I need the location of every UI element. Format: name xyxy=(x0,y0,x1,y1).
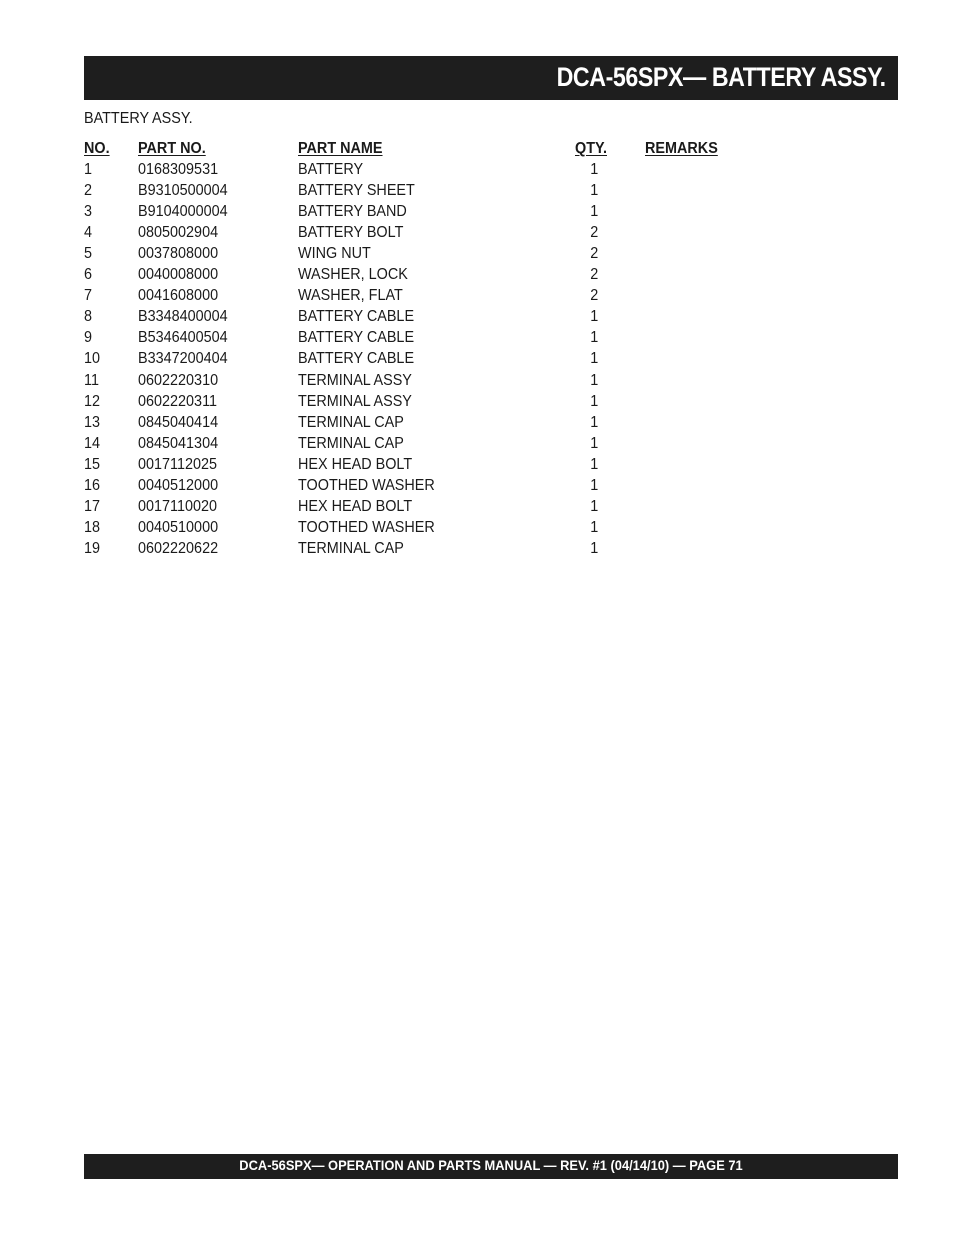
table-header-row xyxy=(84,138,784,159)
cell-qty: 1 xyxy=(590,539,599,557)
cell-part-no: B9104000004 xyxy=(138,203,228,221)
cell-part-name: TERMINAL CAP xyxy=(298,434,404,452)
cell-qty: 2 xyxy=(590,287,599,305)
cell-qty: 1 xyxy=(590,329,599,347)
cell-no: 9 xyxy=(84,329,93,347)
cell-part-no: 0602220622 xyxy=(138,539,219,557)
cell-qty: 1 xyxy=(590,203,599,221)
parts-table xyxy=(84,138,784,559)
cell-no: 3 xyxy=(84,203,93,221)
table-row xyxy=(84,159,784,180)
cell-part-name: WING NUT xyxy=(298,245,371,263)
cell-part-no: 0845040414 xyxy=(138,413,219,431)
cell-no: 19 xyxy=(84,539,101,557)
footer-text: DCA-56SPX— OPERATION AND PARTS MANUAL — REV. #1 (04/14/10) — PAGE 71 xyxy=(239,1157,743,1173)
cell-qty: 2 xyxy=(590,245,599,263)
cell-part-no: 0017112025 xyxy=(138,455,218,473)
cell-no: 2 xyxy=(84,182,93,200)
cell-part-no: B3348400004 xyxy=(138,308,228,326)
cell-no: 11 xyxy=(84,371,99,389)
table-row xyxy=(84,391,784,412)
cell-qty: 1 xyxy=(590,455,599,473)
table-row xyxy=(84,412,784,433)
cell-part-no: 0602220310 xyxy=(138,371,219,389)
cell-part-name: WASHER, LOCK xyxy=(298,266,408,284)
cell-part-name: BATTERY BOLT xyxy=(298,224,404,242)
page-title: DCA-56SPX— BATTERY ASSY. xyxy=(556,62,886,92)
cell-no: 17 xyxy=(84,497,101,515)
column-header-no: NO. xyxy=(84,140,110,157)
column-header-remarks: REMARKS xyxy=(645,140,718,157)
cell-qty: 1 xyxy=(590,497,599,515)
cell-no: 15 xyxy=(84,455,101,473)
page-header-bar xyxy=(84,56,898,100)
cell-part-no: 0602220311 xyxy=(138,392,218,410)
cell-qty: 1 xyxy=(590,434,599,452)
cell-no: 8 xyxy=(84,308,93,326)
cell-part-name: TOOTHED WASHER xyxy=(298,476,435,494)
cell-part-name: BATTERY BAND xyxy=(298,203,407,221)
table-row xyxy=(84,306,784,327)
cell-no: 10 xyxy=(84,350,101,368)
cell-qty: 1 xyxy=(590,371,599,389)
table-row xyxy=(84,475,784,496)
cell-part-no: 0017110020 xyxy=(138,497,218,515)
table-body xyxy=(84,159,784,559)
cell-part-name: BATTERY CABLE xyxy=(298,329,415,347)
cell-qty: 1 xyxy=(590,182,599,200)
cell-qty: 2 xyxy=(590,224,599,242)
cell-no: 14 xyxy=(84,434,101,452)
cell-no: 4 xyxy=(84,224,93,242)
cell-part-name: TERMINAL ASSY xyxy=(298,392,412,410)
table-row xyxy=(84,285,784,306)
cell-part-no: 0805002904 xyxy=(138,224,219,242)
cell-no: 7 xyxy=(84,287,93,305)
cell-part-name: TOOTHED WASHER xyxy=(298,518,435,536)
table-row xyxy=(84,496,784,517)
cell-qty: 1 xyxy=(590,350,599,368)
column-header-part-no: PART NO. xyxy=(138,140,206,157)
cell-no: 12 xyxy=(84,392,101,410)
cell-part-name: HEX HEAD BOLT xyxy=(298,455,413,473)
cell-qty: 1 xyxy=(590,413,599,431)
table-row xyxy=(84,180,784,201)
cell-part-no: B5346400504 xyxy=(138,329,228,347)
cell-qty: 1 xyxy=(590,161,599,179)
cell-part-no: 0037808000 xyxy=(138,245,219,263)
cell-part-no: B9310500004 xyxy=(138,182,228,200)
table-row xyxy=(84,264,784,285)
cell-part-no: 0040512000 xyxy=(138,476,219,494)
cell-part-name: BATTERY xyxy=(298,161,364,179)
cell-part-name: WASHER, FLAT xyxy=(298,287,403,305)
cell-part-no: 0845041304 xyxy=(138,434,219,452)
section-label: BATTERY ASSY. xyxy=(84,110,193,127)
column-header-qty: QTY. xyxy=(575,140,608,157)
cell-part-name: BATTERY CABLE xyxy=(298,350,415,368)
table-row xyxy=(84,348,784,369)
cell-qty: 1 xyxy=(590,308,599,326)
page-footer-bar xyxy=(84,1154,898,1179)
cell-part-name: HEX HEAD BOLT xyxy=(298,497,413,515)
table-row xyxy=(84,201,784,222)
cell-part-name: BATTERY SHEET xyxy=(298,182,415,200)
cell-part-name: TERMINAL ASSY xyxy=(298,371,412,389)
table-row xyxy=(84,517,784,538)
cell-qty: 1 xyxy=(590,518,599,536)
cell-part-name: BATTERY CABLE xyxy=(298,308,415,326)
table-row xyxy=(84,243,784,264)
cell-qty: 1 xyxy=(590,392,599,410)
cell-qty: 1 xyxy=(590,476,599,494)
cell-no: 13 xyxy=(84,413,101,431)
cell-part-no: 0041608000 xyxy=(138,287,219,305)
cell-part-name: TERMINAL CAP xyxy=(298,539,404,557)
cell-no: 5 xyxy=(84,245,93,263)
cell-part-no: 0040510000 xyxy=(138,518,219,536)
table-row xyxy=(84,433,784,454)
cell-part-no: B3347200404 xyxy=(138,350,228,368)
table-row xyxy=(84,370,784,391)
cell-no: 16 xyxy=(84,476,101,494)
table-row xyxy=(84,222,784,243)
cell-no: 1 xyxy=(84,161,93,179)
cell-part-no: 0040008000 xyxy=(138,266,219,284)
cell-no: 6 xyxy=(84,266,93,284)
cell-no: 18 xyxy=(84,518,101,536)
cell-part-name: TERMINAL CAP xyxy=(298,413,404,431)
table-row xyxy=(84,327,784,348)
cell-qty: 2 xyxy=(590,266,599,284)
column-header-part-name: PART NAME xyxy=(298,140,383,157)
cell-part-no: 0168309531 xyxy=(138,161,219,179)
table-row xyxy=(84,454,784,475)
table-row xyxy=(84,538,784,559)
